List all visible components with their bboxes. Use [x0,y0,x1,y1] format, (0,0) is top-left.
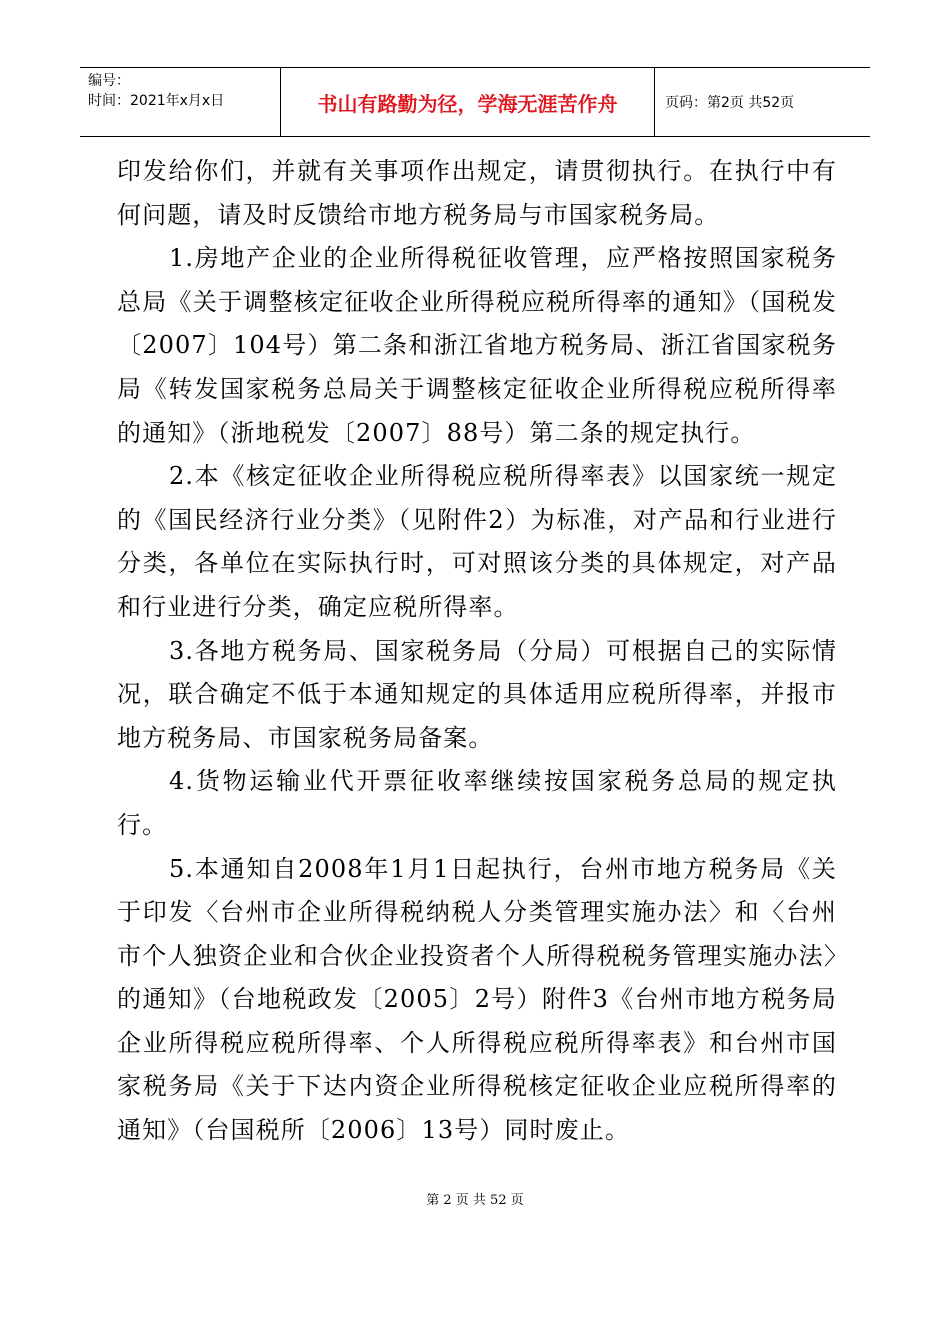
header-meta [80,68,280,136]
paragraph-continuation: 印发给你们，并就有关事项作出规定，请贯彻执行。在执行中有何问题，请及时反馈给市地方税务局与市国家税务局。 [117,157,837,229]
page-header [80,67,870,137]
paragraph-item-4: 4.货物运输业代开票征收率继续按国家税务总局的规定执行。 [117,767,837,839]
document-number-label: 编号： [88,73,130,89]
document-time-label: 时间：2021年x月x日 [88,93,225,109]
header-motto: 书山有路勤为径，学海无涯苦作舟 [280,68,655,136]
document-body [117,150,837,1153]
header-page-info: 页码：第2页 共52页 [665,95,795,111]
page-footer: 第 2 页 共 52 页 [426,1193,524,1208]
paragraph-item-5: 5.本通知自2008年1月1日起执行，台州市地方税务局《关于印发〈台州市企业所得税纳税人分类管理实施办法〉和〈台州市个人独资企业和合伙企业投资者个人所得税税务管理实施办法〉的通知》（台地税政发〔2005〕2号）附件3《台州市地方税务局企业所得税应税所得率、个人所得税应税所得率表》和台州市国家税务局《关于下达内资企业所得税核定征收企业应税所得率的通知》（台国税所〔2006〕13号）同时废止。 [117,854,837,1145]
paragraph-item-1: 1.房地产企业的企业所得税征收管理，应严格按照国家税务总局《关于调整核定征收企业所得税应税所得率的通知》（国税发〔2007〕104号）第二条和浙江省地方税务局、浙江省国家税务局《转发国家税务总局关于调整核定征收企业所得税应税所得率的通知》（浙地税发〔2007〕88号）第二条的规定执行。 [117,244,837,447]
paragraph-item-3: 3.各地方税务局、国家税务局（分局）可根据自己的实际情况，联合确定不低于本通知规定的具体适用应税所得率，并报市地方税务局、市国家税务局备案。 [117,636,837,752]
paragraph-item-2: 2.本《核定征收企业所得税应税所得率表》以国家统一规定的《国民经济行业分类》（见附件2）为标准，对产品和行业进行分类，各单位在实际执行时，可对照该分类的具体规定，对产品和行业进行分类，确定应税所得率。 [117,462,837,621]
